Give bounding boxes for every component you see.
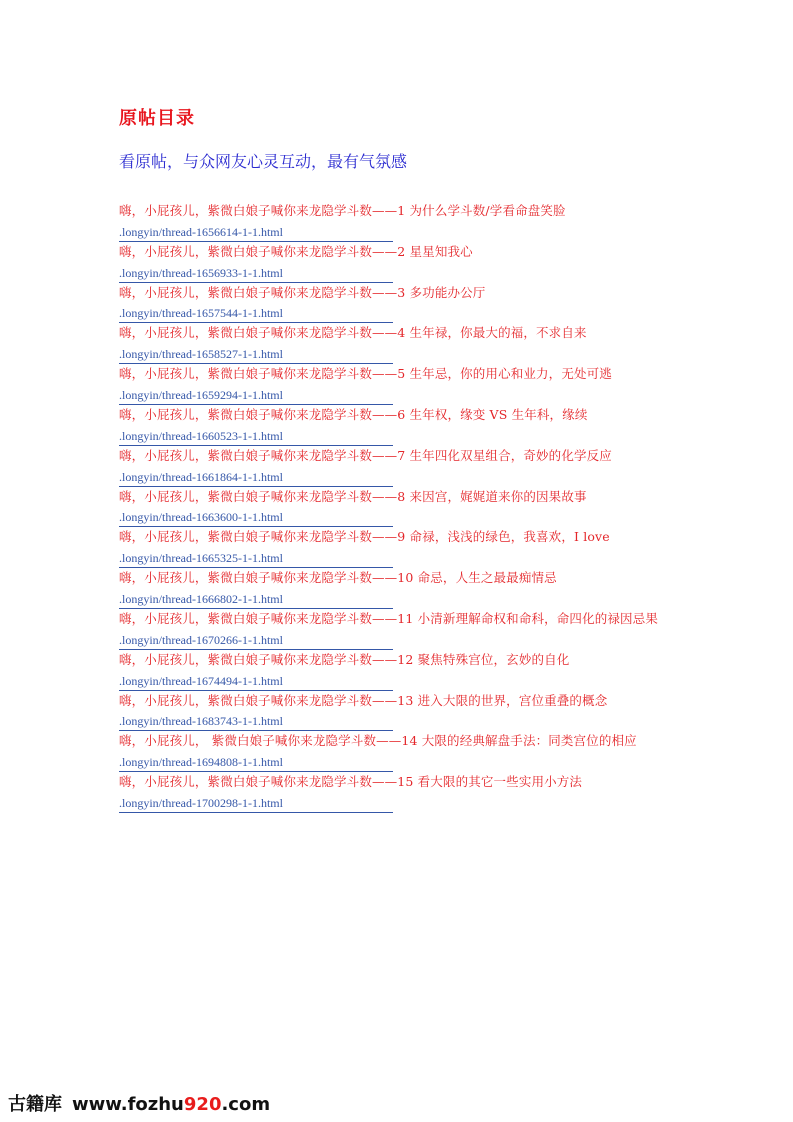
toc-entry-title: 嗨，小屁孩儿，紫微白娘子喊你来龙隐学斗数——6 生年权，缘变 VS 生年科，缘续	[119, 406, 588, 422]
toc-entry-link[interactable]: .longyin/thread-1656933-1-1.html	[119, 263, 393, 283]
toc-entry-title: 嗨，小屁孩儿，紫微白娘子喊你来龙隐学斗数——8 来因宫，娓娓道来你的因果故事	[119, 488, 587, 504]
toc-entry-title: 嗨，小屁孩儿，紫微白娘子喊你来龙隐学斗数——11 小清新理解命权和命科，命四化的禄因忌果	[119, 610, 658, 626]
toc-entry-title: 嗨，小屁孩儿，紫微白娘子喊你来龙隐学斗数——7 生年四化双星组合，奇妙的化学反应	[119, 447, 612, 463]
toc-entry-title: 嗨，小屁孩儿，紫微白娘子喊你来龙隐学斗数——1 为什么学斗数/学看命盘笑脸	[119, 203, 566, 218]
toc-entry-link[interactable]: .longyin/thread-1665325-1-1.html	[119, 548, 393, 568]
toc-entry-title: 嗨，小屁孩儿，紫微白娘子喊你来龙隐学斗数——10 命忌，人生之最最痴情忌	[119, 570, 557, 586]
toc-entry-title: 嗨，小屁孩儿，紫微白娘子喊你来龙隐学斗数——12 聚焦特殊宫位，玄妙的自化	[119, 651, 570, 667]
toc-entry-link[interactable]: .longyin/thread-1670266-1-1.html	[119, 630, 393, 650]
toc-entry-link[interactable]: .longyin/thread-1663600-1-1.html	[119, 507, 393, 527]
toc-entry-link[interactable]: .longyin/thread-1660523-1-1.html	[119, 426, 393, 446]
footer-url-prefix: www.fozhu	[72, 1094, 184, 1115]
toc-entry-title: 嗨，小屁孩儿，紫微白娘子喊你来龙隐学斗数——3 多功能办公厅	[119, 284, 486, 300]
table-of-contents	[119, 201, 679, 813]
toc-entry-link[interactable]: .longyin/thread-1659294-1-1.html	[119, 385, 393, 405]
toc-entry-title: 嗨，小屁孩儿，紫微白娘子喊你来龙隐学斗数——15 看大限的其它一些实用小方法	[119, 774, 583, 790]
toc-entry-link[interactable]: .longyin/thread-1666802-1-1.html	[119, 589, 393, 609]
page-title: 原帖目录	[119, 108, 195, 129]
toc-entry-link[interactable]: .longyin/thread-1661864-1-1.html	[119, 467, 393, 487]
toc-entry-link[interactable]: .longyin/thread-1657544-1-1.html	[119, 303, 393, 323]
toc-entry-title: 嗨，小屁孩儿，紫微白娘子喊你来龙隐学斗数——5 生年忌，你的用心和业力，无处可逃	[119, 366, 612, 382]
toc-entry-title: 嗨，小屁孩儿，紫微白娘子喊你来龙隐学斗数——9 命禄，浅浅的绿色，我喜欢，I love	[119, 529, 610, 545]
toc-entry-link[interactable]: .longyin/thread-1700298-1-1.html	[119, 793, 393, 813]
toc-entry-link[interactable]: .longyin/thread-1683743-1-1.html	[119, 711, 393, 731]
footer-watermark	[8, 1090, 270, 1116]
toc-entry-title: 嗨，小屁孩儿，紫微白娘子喊你来龙隐学斗数——4 生年禄，你最大的福，不求自来	[119, 325, 587, 341]
toc-entry-link[interactable]: .longyin/thread-1694808-1-1.html	[119, 752, 393, 772]
toc-entry-link[interactable]: .longyin/thread-1656614-1-1.html	[119, 222, 393, 242]
footer-site-name: 古籍库	[8, 1094, 62, 1115]
toc-entry-title: 嗨，小屁孩儿，紫微白娘子喊你来龙隐学斗数——13 进入大限的世界，宫位重叠的概念	[119, 692, 608, 708]
page-subtitle: 看原帖，与众网友心灵互动，最有气氛感	[119, 152, 408, 171]
footer-url-digits: 920	[183, 1094, 222, 1115]
footer-url-suffix: .com	[221, 1094, 271, 1115]
toc-entry-link[interactable]: .longyin/thread-1674494-1-1.html	[119, 671, 393, 691]
toc-entry-link[interactable]: .longyin/thread-1658527-1-1.html	[119, 344, 393, 364]
toc-entry-title: 嗨，小屁孩儿， 紫微白娘子喊你来龙隐学斗数——14 大限的经典解盘手法：同类宫位的相应	[119, 733, 637, 749]
toc-entry-title: 嗨，小屁孩儿，紫微白娘子喊你来龙隐学斗数——2 星星知我心	[119, 243, 473, 259]
